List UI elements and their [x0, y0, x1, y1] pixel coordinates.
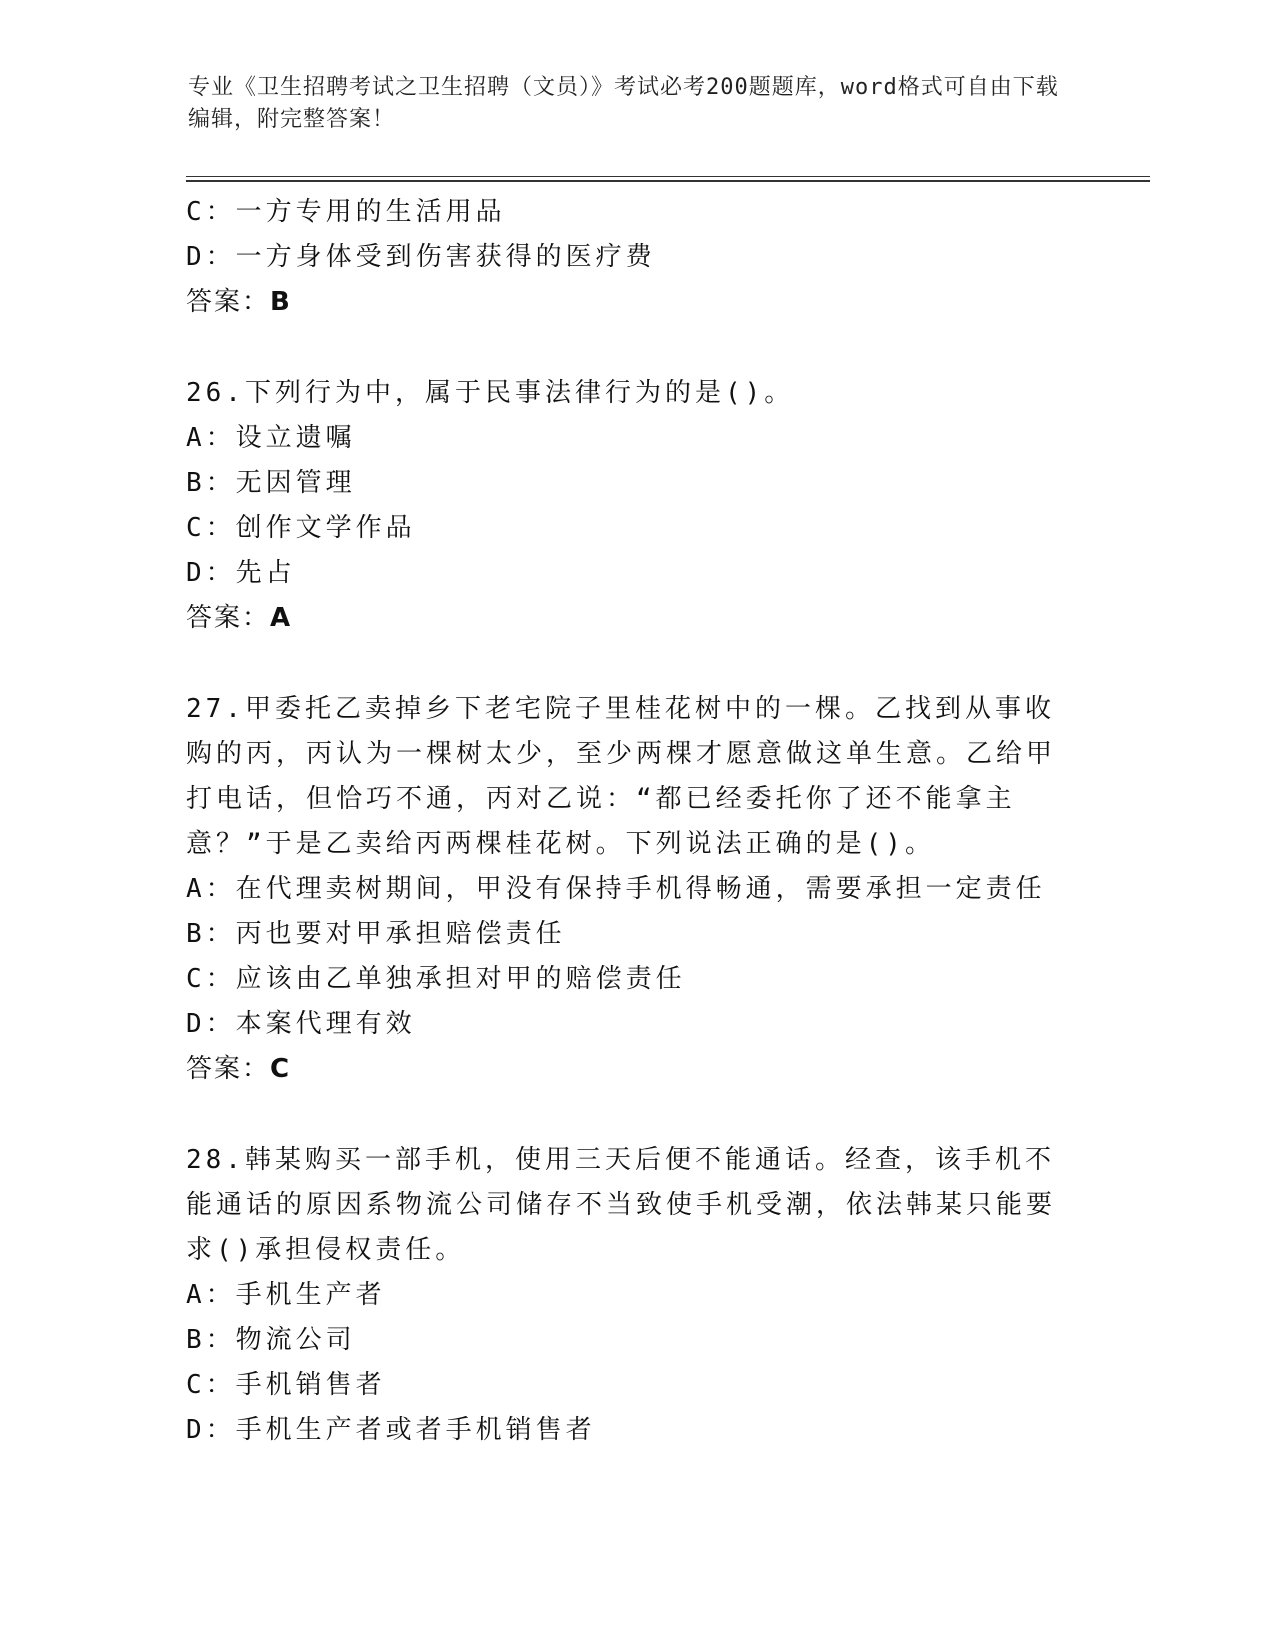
question-stem: 26.下列行为中，属于民事法律行为的是()。	[186, 378, 795, 408]
option-c: C：手机销售者	[186, 1370, 386, 1400]
answer-value: B	[270, 287, 292, 317]
answer-label: 答案：	[186, 603, 271, 633]
option-d: D：一方身体受到伤害获得的医疗费	[186, 242, 656, 272]
answer-label: 答案：	[186, 287, 271, 317]
answer-value: A	[270, 603, 293, 633]
answer-line	[186, 280, 1086, 325]
option-d: D：本案代理有效	[186, 1009, 416, 1039]
question-stem: 27.甲委托乙卖掉乡下老宅院子里桂花树中的一棵。乙找到从事收购的丙，丙认为一棵树太少，至少两棵才愿意做这单生意。乙给甲打电话，但恰巧不通，丙对乙说：“都已经委托你了还不能拿主意？”于是乙卖给丙两棵桂花树。下列说法正确的是()。	[186, 694, 1057, 859]
question-26	[186, 371, 1086, 641]
answer-line	[186, 596, 1086, 641]
option-b: B：无因管理	[186, 468, 356, 498]
spacer	[186, 325, 1086, 371]
answer-value: C	[270, 1054, 292, 1084]
option-b: B：物流公司	[186, 1325, 356, 1355]
spacer	[186, 1092, 1086, 1138]
question-27	[186, 687, 1086, 1092]
option-c: C：创作文学作品	[186, 513, 416, 543]
option-b: B：丙也要对甲承担赔偿责任	[186, 919, 566, 949]
question-28	[186, 1138, 1086, 1453]
question-stem: 28.韩某购买一部手机，使用三天后便不能通话。经查，该手机不能通话的原因系物流公司储存不当致使手机受潮，依法韩某只能要求()承担侵权责任。	[186, 1145, 1057, 1265]
spacer	[186, 641, 1086, 687]
option-a: A：在代理卖树期间，甲没有保持手机得畅通，需要承担一定责任	[186, 874, 1046, 904]
option-c: C：一方专用的生活用品	[186, 197, 506, 227]
option-c: C：应该由乙单独承担对甲的赔偿责任	[186, 964, 686, 994]
answer-label: 答案：	[186, 1054, 271, 1084]
option-a: A：手机生产者	[186, 1280, 386, 1310]
document-body	[186, 190, 1086, 1453]
option-a: A：设立遗嘱	[186, 423, 356, 453]
answer-line	[186, 1047, 1086, 1092]
page-header: 专业《卫生招聘考试之卫生招聘（文员）》考试必考200题题库，word格式可自由下载编辑，附完整答案！	[188, 75, 1059, 132]
option-d: D：手机生产者或者手机销售者	[186, 1415, 596, 1445]
header-divider	[186, 176, 1150, 182]
question-fragment	[186, 190, 1086, 325]
option-d: D：先占	[186, 558, 296, 588]
